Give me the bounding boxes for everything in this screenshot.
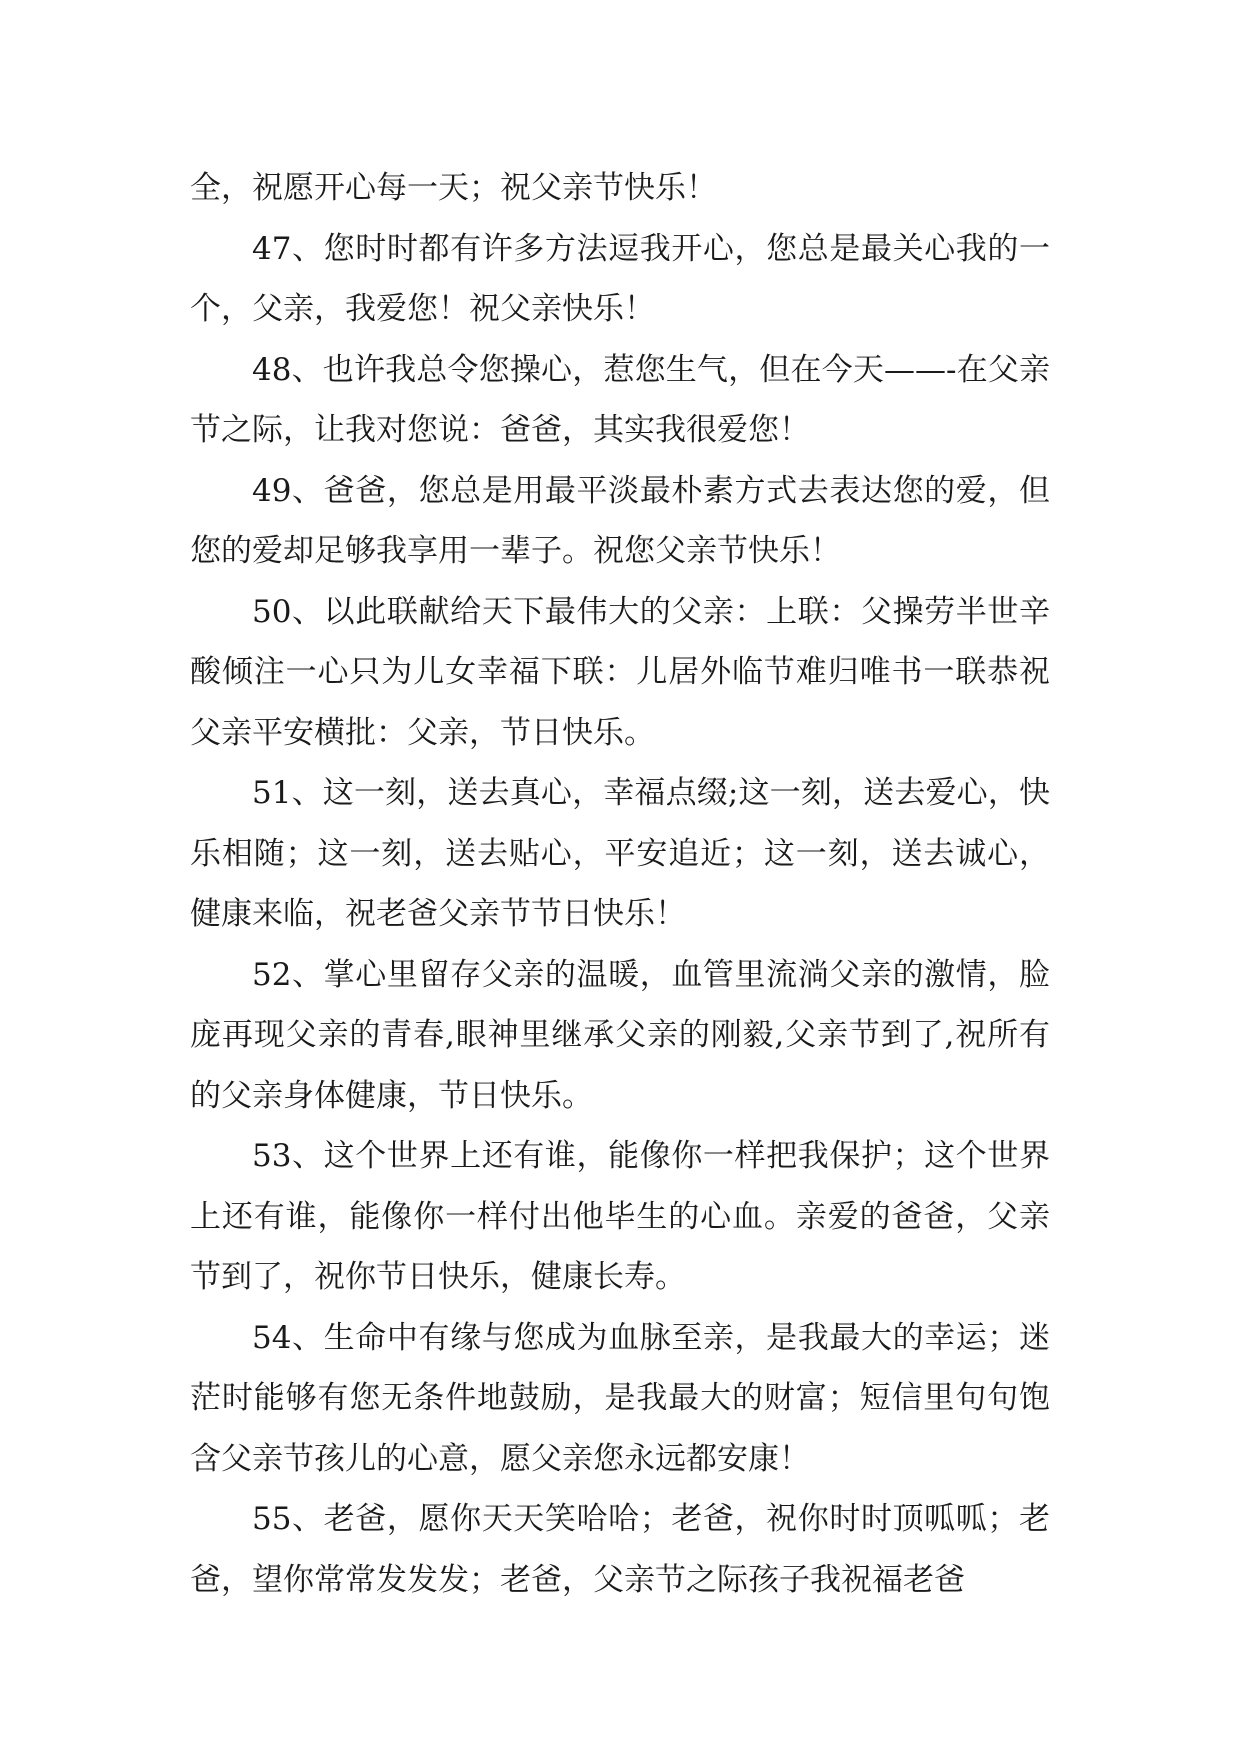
paragraph-48: 48、也许我总令您操心，惹您生气，但在今天——-在父亲节之际，让我对您说：爸爸，其实我很爱您！: [190, 351, 1050, 448]
paragraph-49: 49、爸爸，您总是用最平淡最朴素方式去表达您的爱，但您的爱却足够我享用一辈子。祝您父亲节快乐！: [190, 472, 1050, 569]
paragraph-46-continued: 全，祝愿开心每一天；祝父亲节快乐！: [190, 170, 717, 206]
paragraph-54: 54、生命中有缘与您成为血脉至亲，是我最大的幸运；迷茫时能够有您无条件地鼓励，是我最大的财富；短信里句句饱含父亲节孩儿的心意，愿父亲您永远都安康！: [190, 1319, 1050, 1477]
paragraph-55: 55、老爸，愿你天天笑哈哈；老爸，祝你时时顶呱呱；老爸，望你常常发发发；老爸，父亲节之际孩子我祝福老爸: [190, 1501, 1050, 1598]
paragraph-47: 47、您时时都有许多方法逗我开心，您总是最关心我的一个，父亲，我爱您！祝父亲快乐！: [190, 230, 1050, 327]
paragraph-50: 50、以此联献给天下最伟大的父亲：上联：父操劳半世辛酸倾注一心只为儿女幸福下联：儿居外临节难归唯书一联恭祝父亲平安横批：父亲，节日快乐。: [190, 593, 1050, 751]
paragraph-53: 53、这个世界上还有谁，能像你一样把我保护；这个世界上还有谁，能像你一样付出他毕生的心血。亲爱的爸爸，父亲节到了，祝你节日快乐，健康长寿。: [190, 1138, 1050, 1295]
paragraph-52: 52、掌心里留存父亲的温暖，血管里流淌父亲的激情，脸庞再现父亲的青春,眼神里继承父亲的刚毅,父亲节到了,祝所有的父亲身体健康，节日快乐。: [190, 956, 1050, 1114]
paragraph-51: 51、这一刻，送去真心，幸福点缀;这一刻，送去爱心，快乐相随；这一刻，送去贴心，平安追近；这一刻，送去诚心，健康来临，祝老爸父亲节节日快乐！: [190, 775, 1050, 932]
document-body: [190, 158, 1050, 1610]
